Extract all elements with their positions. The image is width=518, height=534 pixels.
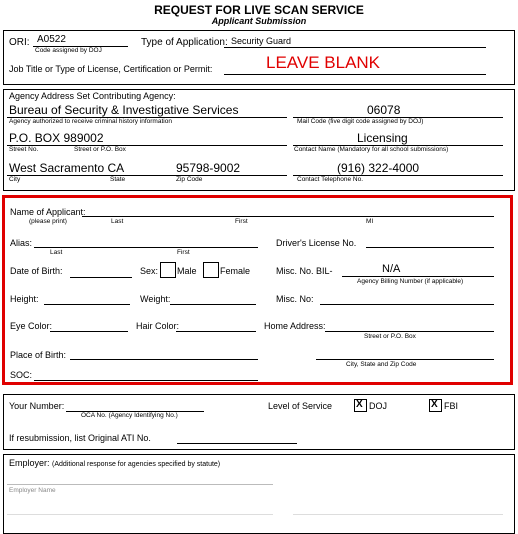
hair-line[interactable] xyxy=(176,331,256,332)
employer-note: (Additional response for agencies specified by statute) xyxy=(52,461,221,468)
agency-zip[interactable]: 95798-9002 xyxy=(176,161,241,175)
alias-label: Alias: xyxy=(10,238,33,248)
mail-code-caption: Mail Code (five digit code assigned by DOJ) xyxy=(297,118,424,125)
misc-bil-caption: Agency Billing Number (if applicable) xyxy=(357,278,464,285)
applicant-name-sub: (please print) xyxy=(29,218,67,225)
agency-name[interactable]: Bureau of Security & Investigative Services xyxy=(9,103,239,117)
your-number-label: Your Number: xyxy=(9,401,65,411)
alias-line[interactable] xyxy=(34,247,258,248)
male-checkbox[interactable] xyxy=(160,262,176,278)
level-label: Level of Service xyxy=(268,401,333,411)
eye-line[interactable] xyxy=(50,331,128,332)
job-label: Job Title or Type of License, Certification or Permit: xyxy=(9,64,213,74)
city-underline xyxy=(7,175,287,176)
home-caption: Street or P.O. Box xyxy=(364,333,416,340)
male-label: Male xyxy=(177,266,197,276)
pob-line[interactable] xyxy=(70,359,258,360)
ori-caption: Code assigned by DOJ xyxy=(35,47,102,54)
dl-label: Driver's License No. xyxy=(276,238,357,248)
resub-line[interactable] xyxy=(177,443,297,444)
employer-name-line[interactable] xyxy=(7,484,273,485)
ori-value[interactable]: A0522 xyxy=(37,34,66,45)
contact-caption: Contact Name (Mandatory for all school submissions) xyxy=(294,146,449,153)
misc-line[interactable] xyxy=(320,304,494,305)
job-value[interactable]: LEAVE BLANK xyxy=(266,53,381,72)
doj-label: DOJ xyxy=(369,401,387,411)
contact-name[interactable]: Licensing xyxy=(357,131,408,145)
street-underline xyxy=(7,145,287,146)
misc-label: Misc. No: xyxy=(276,294,314,304)
height-label: Height: xyxy=(10,294,39,304)
eye-label: Eye Color: xyxy=(10,321,53,331)
misc-bil-line xyxy=(342,276,494,277)
type-label: Type of Application: xyxy=(141,37,228,48)
street-caption: Street No. xyxy=(9,146,39,153)
applicant-name-label: Name of Applicant: xyxy=(10,207,86,217)
hair-label: Hair Color: xyxy=(136,321,180,331)
agency-name-caption: Agency authorized to receive criminal history information xyxy=(9,118,172,125)
doj-mark: X xyxy=(356,399,363,410)
fbi-label: FBI xyxy=(444,401,459,411)
city-caption: City xyxy=(9,176,21,183)
type-value[interactable]: Security Guard xyxy=(231,36,292,46)
ori-label: ORI: xyxy=(9,37,30,48)
alias-last-caption: Last xyxy=(50,249,63,256)
name-mi-caption: MI xyxy=(366,218,374,225)
weight-line[interactable] xyxy=(170,304,256,305)
misc-bil-value[interactable]: N/A xyxy=(382,263,401,275)
soc-line[interactable] xyxy=(34,380,258,381)
sex-label: Sex: xyxy=(140,266,159,276)
female-label: Female xyxy=(220,266,251,276)
mail-code[interactable]: 06078 xyxy=(367,103,401,117)
dl-line[interactable] xyxy=(366,247,494,248)
name-first-caption: First xyxy=(235,218,248,225)
agency-city[interactable]: West Sacramento CA xyxy=(9,161,125,175)
job-underline xyxy=(224,74,486,75)
form-title: REQUEST FOR LIVE SCAN SERVICE xyxy=(154,3,364,17)
oca-caption: OCA No. (Agency Identifying No.) xyxy=(81,412,178,419)
dob-line[interactable] xyxy=(70,277,132,278)
csz-caption: City, State and Zip Code xyxy=(346,361,417,368)
name-last-caption: Last xyxy=(111,218,124,225)
pob-label: Place of Birth: xyxy=(10,350,67,360)
employer-label-text: Employer: xyxy=(9,458,50,468)
fbi-mark: X xyxy=(431,399,438,410)
phone-caption: Contact Telephone No. xyxy=(297,176,364,183)
employer-label xyxy=(9,458,220,468)
alias-first-caption: First xyxy=(177,249,190,256)
soc-label: SOC: xyxy=(10,370,33,380)
state-caption: State xyxy=(110,176,126,183)
applicant-highlight xyxy=(2,195,513,385)
home-label: Home Address: xyxy=(264,321,326,331)
csz-line[interactable] xyxy=(316,359,494,360)
employer-line-2[interactable] xyxy=(7,514,273,515)
street-caption-2: Street or P.O. Box xyxy=(74,146,126,153)
dob-label: Date of Birth: xyxy=(10,266,63,276)
zip-caption: Zip Code xyxy=(176,176,203,183)
height-line[interactable] xyxy=(44,304,130,305)
agency-street[interactable]: P.O. BOX 989002 xyxy=(9,131,104,145)
female-checkbox[interactable] xyxy=(203,262,219,278)
resub-label: If resubmission, list Original ATI No. xyxy=(9,433,151,443)
form-subtitle: Applicant Submission xyxy=(211,16,307,26)
misc-bil-label xyxy=(276,266,333,276)
employer-name-caption: Employer Name xyxy=(9,487,56,494)
employer-line-3[interactable] xyxy=(293,514,503,515)
agency-heading: Agency Address Set Contributing Agency: xyxy=(9,91,176,101)
agency-phone[interactable]: (916) 322-4000 xyxy=(337,161,420,175)
applicant-name-line[interactable] xyxy=(82,216,494,217)
type-underline xyxy=(224,47,486,48)
home-line[interactable] xyxy=(325,331,494,332)
weight-label: Weight: xyxy=(140,294,171,304)
misc-bil-text: Misc. No. BIL- xyxy=(276,266,333,276)
